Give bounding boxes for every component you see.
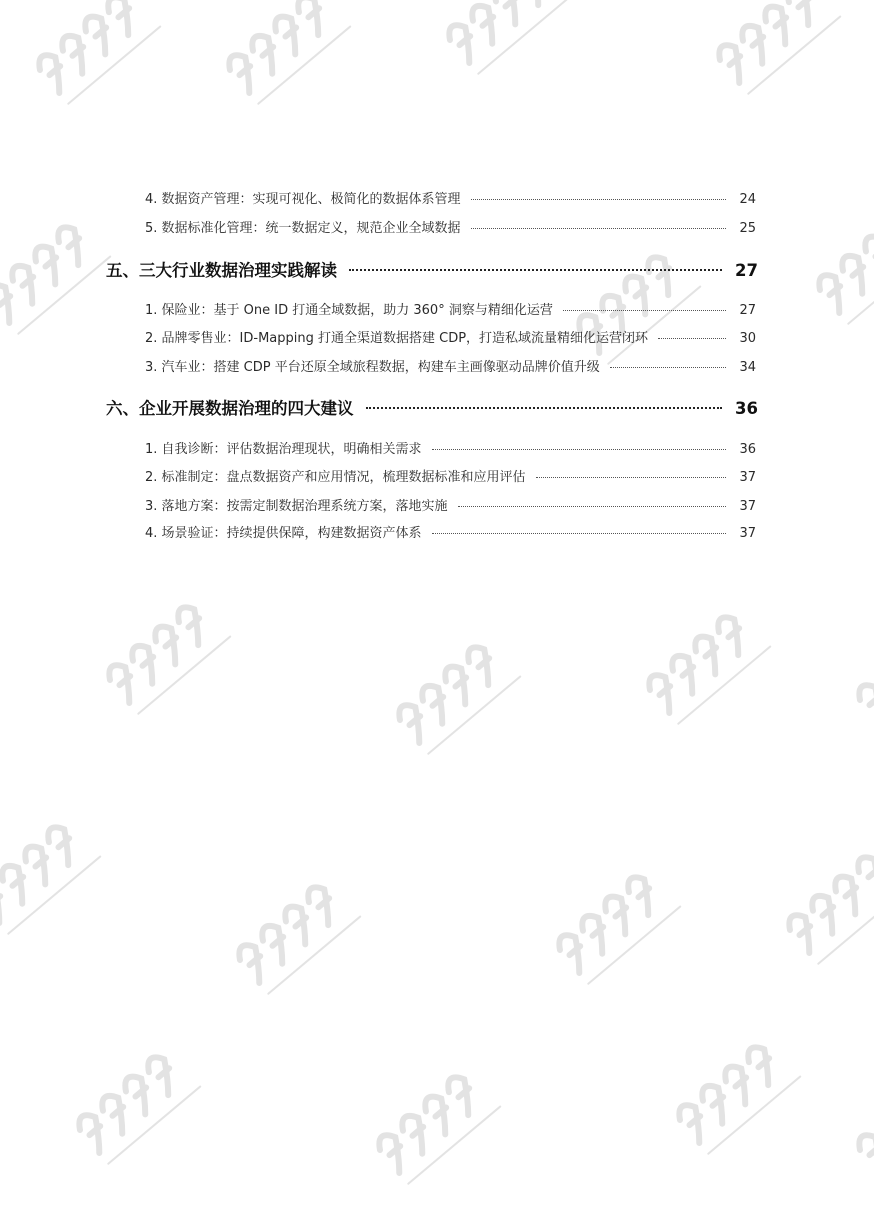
toc-entry-6-2[interactable] <box>145 468 756 488</box>
toc-entry-label: 5. 数据标准化管理：统一数据定义，规范企业全域数据 <box>145 221 461 236</box>
toc-section-page: 36 <box>735 399 758 418</box>
toc-entry-page: 25 <box>739 221 756 236</box>
dot-leader <box>432 449 726 450</box>
toc-entry-label: 4. 数据资产管理：实现可视化、极简化的数据体系管理 <box>145 192 461 207</box>
dot-leader <box>349 269 722 271</box>
watermark-mark <box>854 616 874 734</box>
watermark-mark <box>814 206 874 324</box>
toc-entry-page: 37 <box>739 499 756 514</box>
toc-section-5[interactable] <box>106 258 758 284</box>
toc-entry-label: 1. 保险业：基于 One ID 打通全域数据，助力 360° 洞察与精细化运营 <box>145 303 553 318</box>
toc-entry-5-2[interactable] <box>145 329 756 349</box>
dot-leader <box>458 506 726 507</box>
watermark-mark <box>444 0 570 74</box>
toc-entry-6-3[interactable] <box>145 497 756 517</box>
dot-leader <box>610 367 726 368</box>
dot-leader <box>471 199 726 200</box>
toc-entry-page: 34 <box>739 360 756 375</box>
watermark-mark <box>394 636 520 754</box>
toc-entry-label: 3. 落地方案：按需定制数据治理系统方案，落地实施 <box>145 499 448 514</box>
watermark-mark <box>644 606 770 724</box>
toc-entry-page: 37 <box>739 526 756 541</box>
toc-section-6[interactable] <box>106 396 758 422</box>
dot-leader <box>563 310 726 311</box>
toc-entry-6-4[interactable] <box>145 524 756 544</box>
watermark-mark <box>714 0 840 94</box>
dot-leader <box>658 338 726 339</box>
watermark-mark <box>674 1036 800 1154</box>
toc-entry-page: 24 <box>739 192 756 207</box>
watermark-mark <box>0 816 100 934</box>
watermark-mark <box>74 1046 200 1164</box>
toc-entry-label: 2. 品牌零售业：ID-Mapping 打通全渠道数据搭建 CDP，打造私域流量精细化运营闭环 <box>145 331 649 346</box>
toc-entry-page: 30 <box>739 331 756 346</box>
toc-entry-4-5[interactable] <box>145 219 756 239</box>
toc-entry-5-1[interactable] <box>145 301 756 321</box>
toc-entry-page: 36 <box>739 442 756 457</box>
dot-leader <box>536 477 726 478</box>
watermark-mark <box>0 216 110 334</box>
toc-section-page: 27 <box>735 261 758 280</box>
toc-entry-4-4[interactable] <box>145 190 756 210</box>
toc-entry-5-3[interactable] <box>145 358 756 378</box>
watermark-mark <box>224 0 350 104</box>
toc-entry-page: 27 <box>739 303 756 318</box>
dot-leader <box>366 407 723 409</box>
dot-leader <box>471 228 726 229</box>
toc-section-title: 六、企业开展数据治理的四大建议 <box>106 399 354 418</box>
watermark-mark <box>104 596 230 714</box>
watermark-mark <box>34 0 160 104</box>
toc-entry-6-1[interactable] <box>145 440 756 460</box>
toc-entry-label: 2. 标准制定：盘点数据资产和应用情况，梳理数据标准和应用评估 <box>145 470 526 485</box>
toc-entry-label: 1. 自我诊断：评估数据治理现状，明确相关需求 <box>145 442 422 457</box>
toc-entry-page: 37 <box>739 470 756 485</box>
watermark-mark <box>854 1066 874 1184</box>
watermark-mark <box>374 1066 500 1184</box>
watermark-mark <box>784 846 874 964</box>
watermark-mark <box>234 876 360 994</box>
toc-entry-label: 4. 场景验证：持续提供保障，构建数据资产体系 <box>145 526 422 541</box>
dot-leader <box>432 533 726 534</box>
toc-section-title: 五、三大行业数据治理实践解读 <box>106 261 337 280</box>
toc-entry-label: 3. 汽车业：搭建 CDP 平台还原全域旅程数据，构建车主画像驱动品牌价值升级 <box>145 360 600 375</box>
watermark-mark <box>554 866 680 984</box>
